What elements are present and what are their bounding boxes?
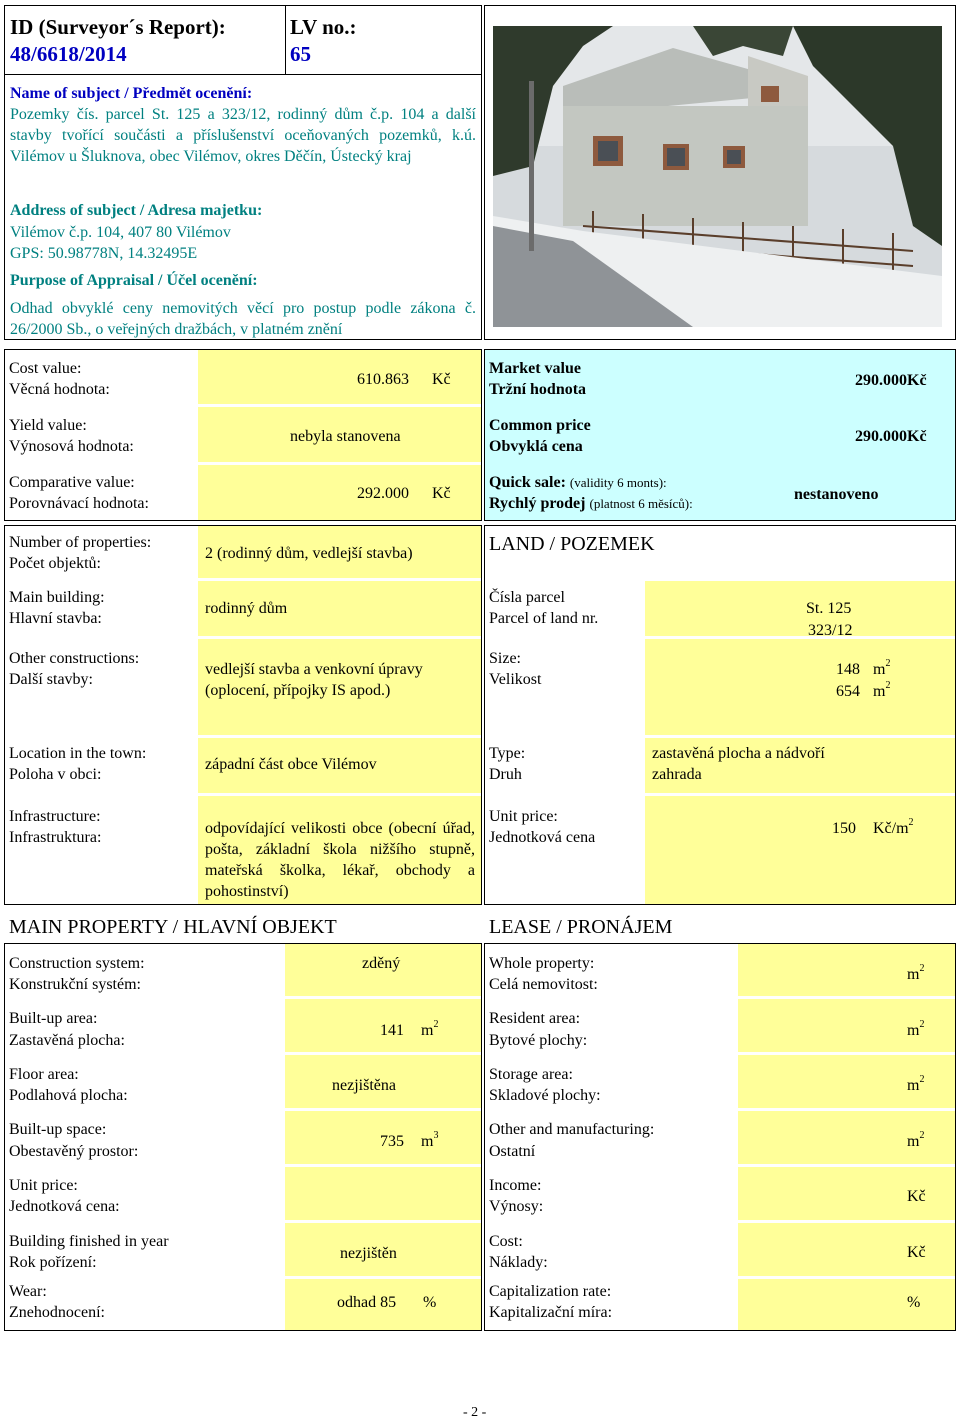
unit-price-label: Unit price:	[489, 808, 558, 825]
size-1: 148	[836, 661, 860, 678]
cost-label-cz: Věcná hodnota:	[9, 381, 110, 398]
number-label: Number of properties:	[9, 534, 152, 551]
quick-sale-row-cz	[489, 493, 693, 514]
unit-price-value: 150	[832, 820, 856, 837]
income-label-cz: Výnosy:	[489, 1198, 544, 1215]
construction-label-cz: Konstrukční systém:	[9, 976, 141, 993]
location-label-cz: Poloha v obci:	[9, 766, 102, 783]
type-label-cz: Druh	[489, 766, 522, 783]
purpose-text: Odhad obvyklé ceny nemovitých věcí pro postup podle zákona č. 26/2000 Sb., o veřejných dražbách, v platném znění	[10, 300, 476, 338]
common-value: 290.000	[855, 428, 907, 445]
lv-value: 65	[290, 42, 311, 66]
market-label-cz: Tržní hodnota	[489, 381, 587, 398]
whole-unit: $m^2$	[907, 962, 925, 983]
quick-label: Quick sale:	[489, 474, 566, 491]
year-label: Building finished in year	[9, 1233, 169, 1250]
income-unit: Kč	[907, 1188, 926, 1205]
common-currency: Kč	[907, 428, 927, 445]
floor-label: Floor area:	[9, 1066, 79, 1083]
income-label: Income:	[489, 1177, 542, 1194]
wear-label-cz: Znehodnocení:	[9, 1304, 105, 1321]
main-building-label-cz: Hlavní stavba:	[9, 610, 102, 627]
yield-value: nebyla stanovena	[290, 428, 401, 445]
storage-unit: $m^2$	[907, 1073, 925, 1094]
wear-value: odhad 85	[337, 1294, 397, 1311]
subject-name-heading: Name of subject / Předmět ocenění:	[10, 85, 253, 102]
parcels-label: Čísla parcel	[489, 589, 565, 606]
size-label: Size:	[489, 650, 521, 667]
main-building-label: Main building:	[9, 589, 105, 606]
type-2: zahrada	[652, 766, 702, 783]
land-heading: LAND / POZEMEK	[489, 533, 655, 555]
year-label-cz: Rok pořízení:	[9, 1254, 97, 1271]
builtup-label-cz: Zastavěná plocha:	[9, 1032, 125, 1049]
subject-name-text: Pozemky čís. parcel St. 125 a 323/12, rodinný dům č.p. 104 a další stavby tvořící součásti a příslušenství oceňovaných pozemků, k.ú. Vilémov u Šluknova, obec Vilémov, okres Děčín, Ústecký kraj	[10, 106, 476, 165]
quick-note: (validity 6 monts):	[569, 475, 667, 490]
page-number: - 2 -	[463, 1405, 487, 1420]
size-2-unit: $m^2$	[873, 679, 891, 700]
year-value: nezjištěn	[340, 1245, 397, 1262]
id-value: 48/6618/2014	[10, 42, 127, 66]
resident-label-cz: Bytové plochy:	[489, 1032, 588, 1049]
space-label: Built-up space:	[9, 1121, 107, 1138]
unit-price-unit: $Kč/m^2$	[873, 816, 914, 837]
parcel-1: St. 125	[806, 600, 852, 617]
whole-label: Whole property:	[489, 955, 595, 972]
space-label-cz: Obestavěný prostor:	[9, 1143, 139, 1160]
cap-value-box	[738, 1279, 955, 1330]
space-unit: $m^3$	[421, 1129, 439, 1150]
lease-other-unit: $m^2$	[907, 1129, 925, 1150]
parcels-label-en: Parcel of land nr.	[489, 610, 599, 627]
id-label: ID (Surveyor´s Report):	[10, 15, 226, 39]
unitprice-label-cz: Jednotková cena:	[9, 1198, 120, 1215]
infrastructure-label: Infrastructure:	[9, 808, 101, 825]
floor-label-cz: Podlahová plocha:	[9, 1087, 128, 1104]
location-value: západní část obce Vilémov	[205, 756, 377, 773]
yield-label: Yield value:	[9, 417, 87, 434]
storage-label-cz: Skladové plochy:	[489, 1087, 601, 1104]
common-label: Common price	[489, 417, 591, 434]
construction-label: Construction system:	[9, 955, 145, 972]
parcel-2: 323/12	[808, 622, 853, 639]
type-1: zastavěná plocha a nádvoří	[652, 745, 825, 762]
unit-price-value-box	[645, 796, 955, 904]
market-label: Market value	[489, 360, 581, 377]
location-label: Location in the town:	[9, 745, 147, 762]
main-property-heading: MAIN PROPERTY / HLAVNÍ OBJEKT	[9, 916, 337, 938]
other-constructions-label: Other constructions:	[9, 650, 140, 667]
unitprice-label: Unit price:	[9, 1177, 78, 1194]
cap-unit: %	[907, 1294, 921, 1311]
comparative-label-cz: Porovnávací hodnota:	[9, 495, 149, 512]
unitprice-value-box	[285, 1167, 481, 1220]
cost-currency: Kč	[432, 371, 451, 388]
lease-heading: LEASE / PRONÁJEM	[489, 916, 673, 938]
comparative-label: Comparative value:	[9, 474, 135, 491]
address-heading: Address of subject / Adresa majetku:	[10, 202, 263, 219]
wear-label: Wear:	[9, 1283, 47, 1300]
yield-label-cz: Výnosová hodnota:	[9, 438, 134, 455]
floor-value: nezjištěna	[332, 1077, 396, 1094]
storage-label: Storage area:	[489, 1066, 573, 1083]
lv-label: LV no.:	[290, 15, 357, 39]
wear-percent: %	[423, 1294, 437, 1311]
market-value: 290.000	[855, 372, 907, 389]
type-label: Type:	[489, 745, 526, 762]
lease-other-label-cz: Ostatní	[489, 1143, 536, 1160]
cost-label: Cost value:	[9, 360, 82, 377]
quick-label-cz: Rychlý prodej	[489, 495, 586, 512]
other-constructions-value: vedlejší stavba a venkovní úpravy (oplocení, přípojky IS apod.)	[205, 661, 423, 699]
main-building-value: rodinný dům	[205, 600, 288, 617]
infrastructure-value: odpovídající velikosti obce (obecní úřad, pošta, základní škola nižšího stupně, mateřská školka, lékař, obchody a pohostinství)	[205, 820, 475, 900]
lease-cost-label-cz: Náklady:	[489, 1254, 548, 1271]
common-label-cz: Obvyklá cena	[489, 438, 583, 455]
size-2: 654	[836, 683, 860, 700]
infrastructure-label-cz: Infrastruktura:	[9, 829, 102, 846]
space-value: 735	[380, 1133, 404, 1150]
size-label-cz: Velikost	[489, 671, 542, 688]
size-1-unit: $m^2$	[873, 657, 891, 678]
quick-sale-row	[489, 472, 667, 493]
quick-note-cz: (platnost 6 měsíců):	[589, 496, 693, 511]
resident-label: Resident area:	[489, 1010, 581, 1027]
number-value: 2 (rodinný dům, vedlejší stavba)	[205, 545, 413, 562]
resident-unit: $m^2$	[907, 1018, 925, 1039]
lease-other-label: Other and manufacturing:	[489, 1121, 655, 1138]
quick-value: nestanoveno	[794, 486, 879, 503]
other-constructions-label-cz: Další stavby:	[9, 671, 93, 688]
parcels-value-box	[645, 581, 955, 636]
number-label-cz: Počet objektů:	[9, 555, 101, 572]
house-photo	[493, 26, 942, 327]
address-line-2: GPS: 50.98778N, 14.32495E	[10, 245, 198, 262]
builtup-unit: $m^2$	[421, 1018, 439, 1039]
comparative-currency: Kč	[432, 485, 451, 502]
cap-label: Capitalization rate:	[489, 1283, 612, 1300]
lease-cost-label: Cost:	[489, 1233, 523, 1250]
construction-value: zděný	[362, 955, 401, 972]
cap-label-cz: Kapitalizační míra:	[489, 1304, 613, 1321]
unit-price-label-cz: Jednotková cena	[489, 829, 596, 846]
comparative-value: 292.000	[357, 485, 409, 502]
market-currency: Kč	[907, 372, 927, 389]
whole-label-cz: Celá nemovitost:	[489, 976, 598, 993]
address-line-1: Vilémov č.p. 104, 407 80 Vilémov	[10, 224, 231, 241]
cost-value: 610.863	[357, 371, 409, 388]
builtup-label: Built-up area:	[9, 1010, 98, 1027]
builtup-value: 141	[380, 1022, 404, 1039]
lease-cost-unit: Kč	[907, 1244, 926, 1261]
purpose-heading: Purpose of Appraisal / Účel ocenění:	[10, 272, 258, 289]
